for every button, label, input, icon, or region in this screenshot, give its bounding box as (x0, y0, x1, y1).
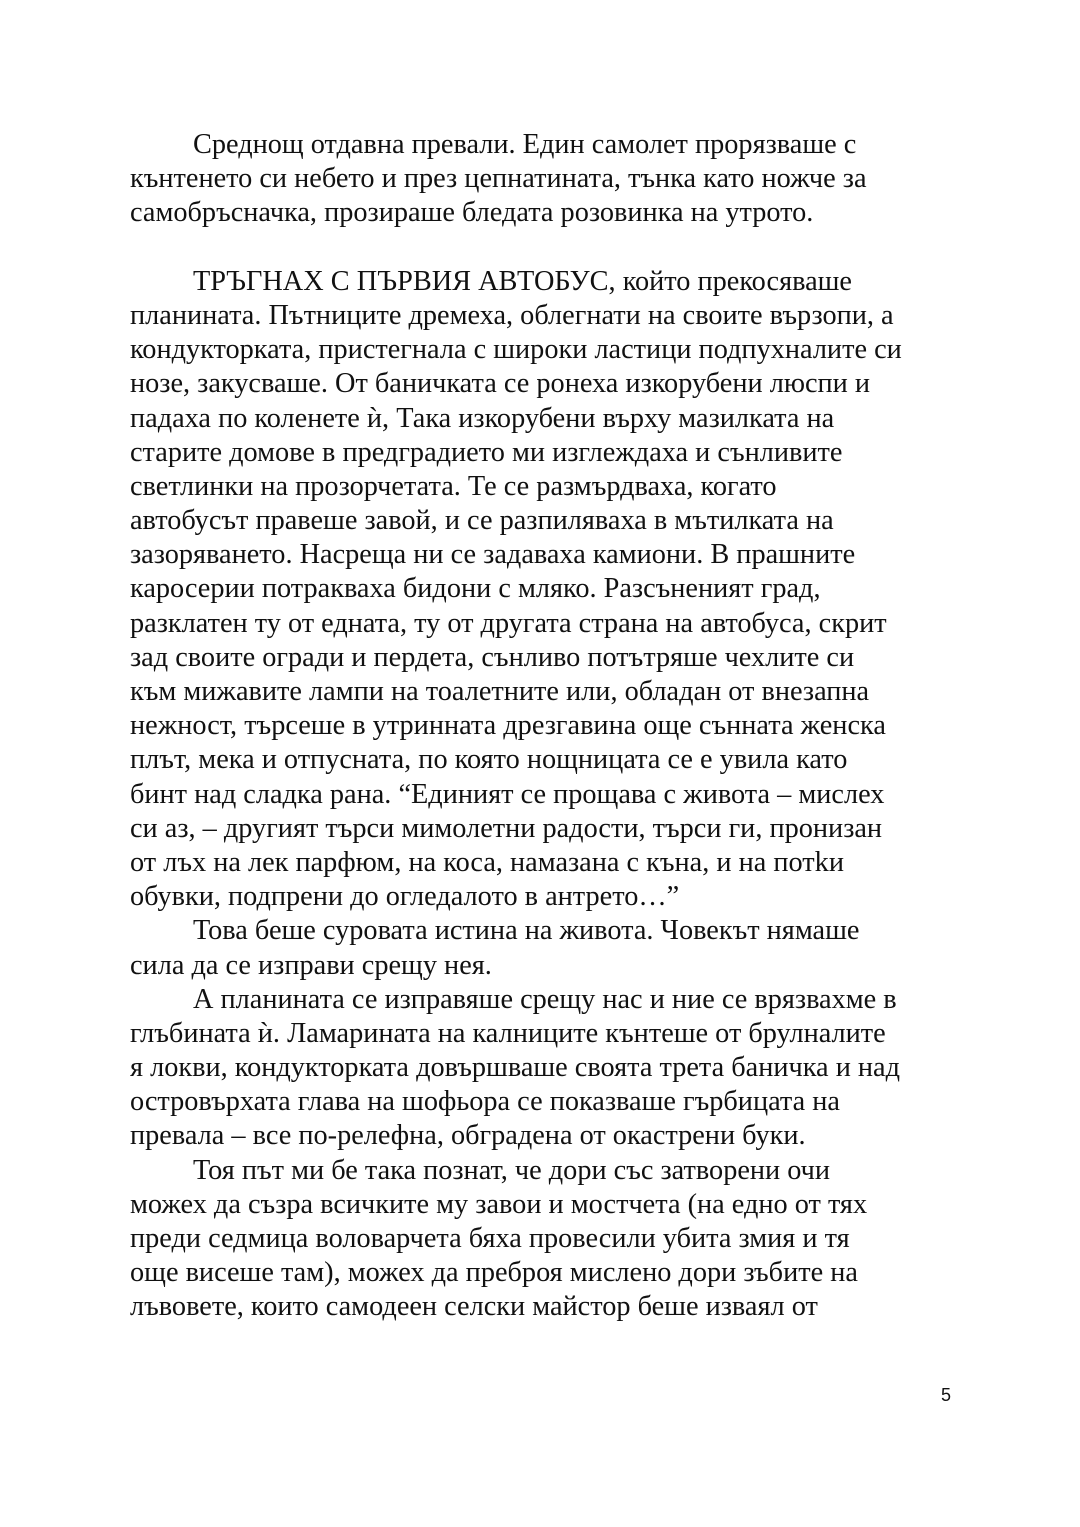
text-line: можех да съзра всичките му завои и мостчета (на едно от тях (130, 1188, 868, 1220)
text-line: падаха по коленете ѝ, Така изкорубени върху мазилката на (130, 402, 835, 434)
text-line: нозе, закусваше. От баничката се ронеха изкорубени люспи и (130, 368, 871, 400)
text-line: ТРЪГНАХ С ПЪРВИЯ АВТОБУС, който прекосяваше (193, 265, 852, 297)
text-line: разклатен ту от едната, ту от другата страна на автобуса, скрит (130, 607, 887, 639)
text-line: превала – все по-релефна, обградена от окастрени буки. (130, 1120, 806, 1152)
paragraph-2 (130, 265, 960, 915)
text-line: кънтенето си небето и през цепнатината, тънка като ножче за (130, 163, 867, 195)
text-line: я локви, кондукторката довършваше своята трета баничка и над (130, 1052, 901, 1084)
text-line: си аз, – другият търси мимолетни радости, търси ги, пронизан (130, 812, 883, 844)
text-line: обувки, подпрени до огледалото в антрето…” (130, 881, 680, 913)
page-number: 5 (940, 1385, 951, 1405)
text-line: Това беше суровата истина на живота. Човекът нямаше (193, 915, 860, 947)
paragraph-3 (130, 914, 960, 982)
body-text (130, 128, 960, 1325)
text-line: Среднощ отдавна превали. Един самолет прорязваше с (193, 129, 857, 160)
text-line: лъвовете, които самодеен селски майстор беше изваял от (130, 1291, 818, 1323)
text-line: към мижавите лампи на тоалетните или, обладан от внезапна (130, 676, 870, 707)
text-line: бинт над сладка рана. “Единият се прощава с живота – мислех (130, 778, 885, 810)
paragraph-4 (130, 983, 960, 1154)
text-line: още висеше там), можех да преброя мислено дори зъбите на (130, 1257, 858, 1289)
paragraph-5 (130, 1154, 960, 1325)
text-line: Тоя път ми бе така познат, че дори със затворени очи (193, 1154, 831, 1186)
paragraph-1 (130, 128, 960, 231)
text-line: плът, мека и отпусната, по която нощницата се е увила като (130, 744, 848, 776)
text-line: старите домове в предградието ми изглеждаха и сънливите (130, 436, 843, 468)
text-line: зад своите огради и пердета, сънливо потътряше чехлите си (130, 641, 855, 673)
text-line: кондукторката, пристегнала с широки ластици подпухналите си (130, 334, 902, 366)
text-line: светлинки на прозорчетата. Те се размърдваха, когато (130, 470, 777, 502)
text-line: каросерии потракваха бидони с мляко. Разсъненият град, (130, 573, 821, 605)
text-line: сила да се изправи срещу нея. (130, 949, 492, 981)
text-line: нежност, търсеше в утринната дрезгавина още сънната женска (130, 710, 886, 742)
text-line: А планината се изправяше срещу нас и ние се врязвахме в (193, 983, 897, 1015)
text-line: островърхата глава на шофьора се показваше гърбицата на (130, 1086, 840, 1118)
text-line: автобусът правеше завой, и се разпиляваха в мътилката на (130, 505, 834, 537)
text-line: преди седмица воловарчета бяха провесили убита змия и тя (130, 1223, 850, 1254)
text-line: от лъх на лек парфюм, на коса, намазана с къна, и на потkи (130, 846, 844, 878)
text-line: самобръсначка, прозираше бледата розовинка на утрото. (130, 197, 814, 229)
text-line: планината. Пътниците дремеха, облегнати на своите вързопи, а (130, 299, 894, 331)
paragraph-spacer (130, 231, 960, 265)
text-line: зазоряването. Насреща ни се задаваха камиони. В прашните (130, 539, 856, 571)
text-line: глъбината ѝ. Ламарината на калниците кънтеше от брулналите (130, 1017, 886, 1049)
